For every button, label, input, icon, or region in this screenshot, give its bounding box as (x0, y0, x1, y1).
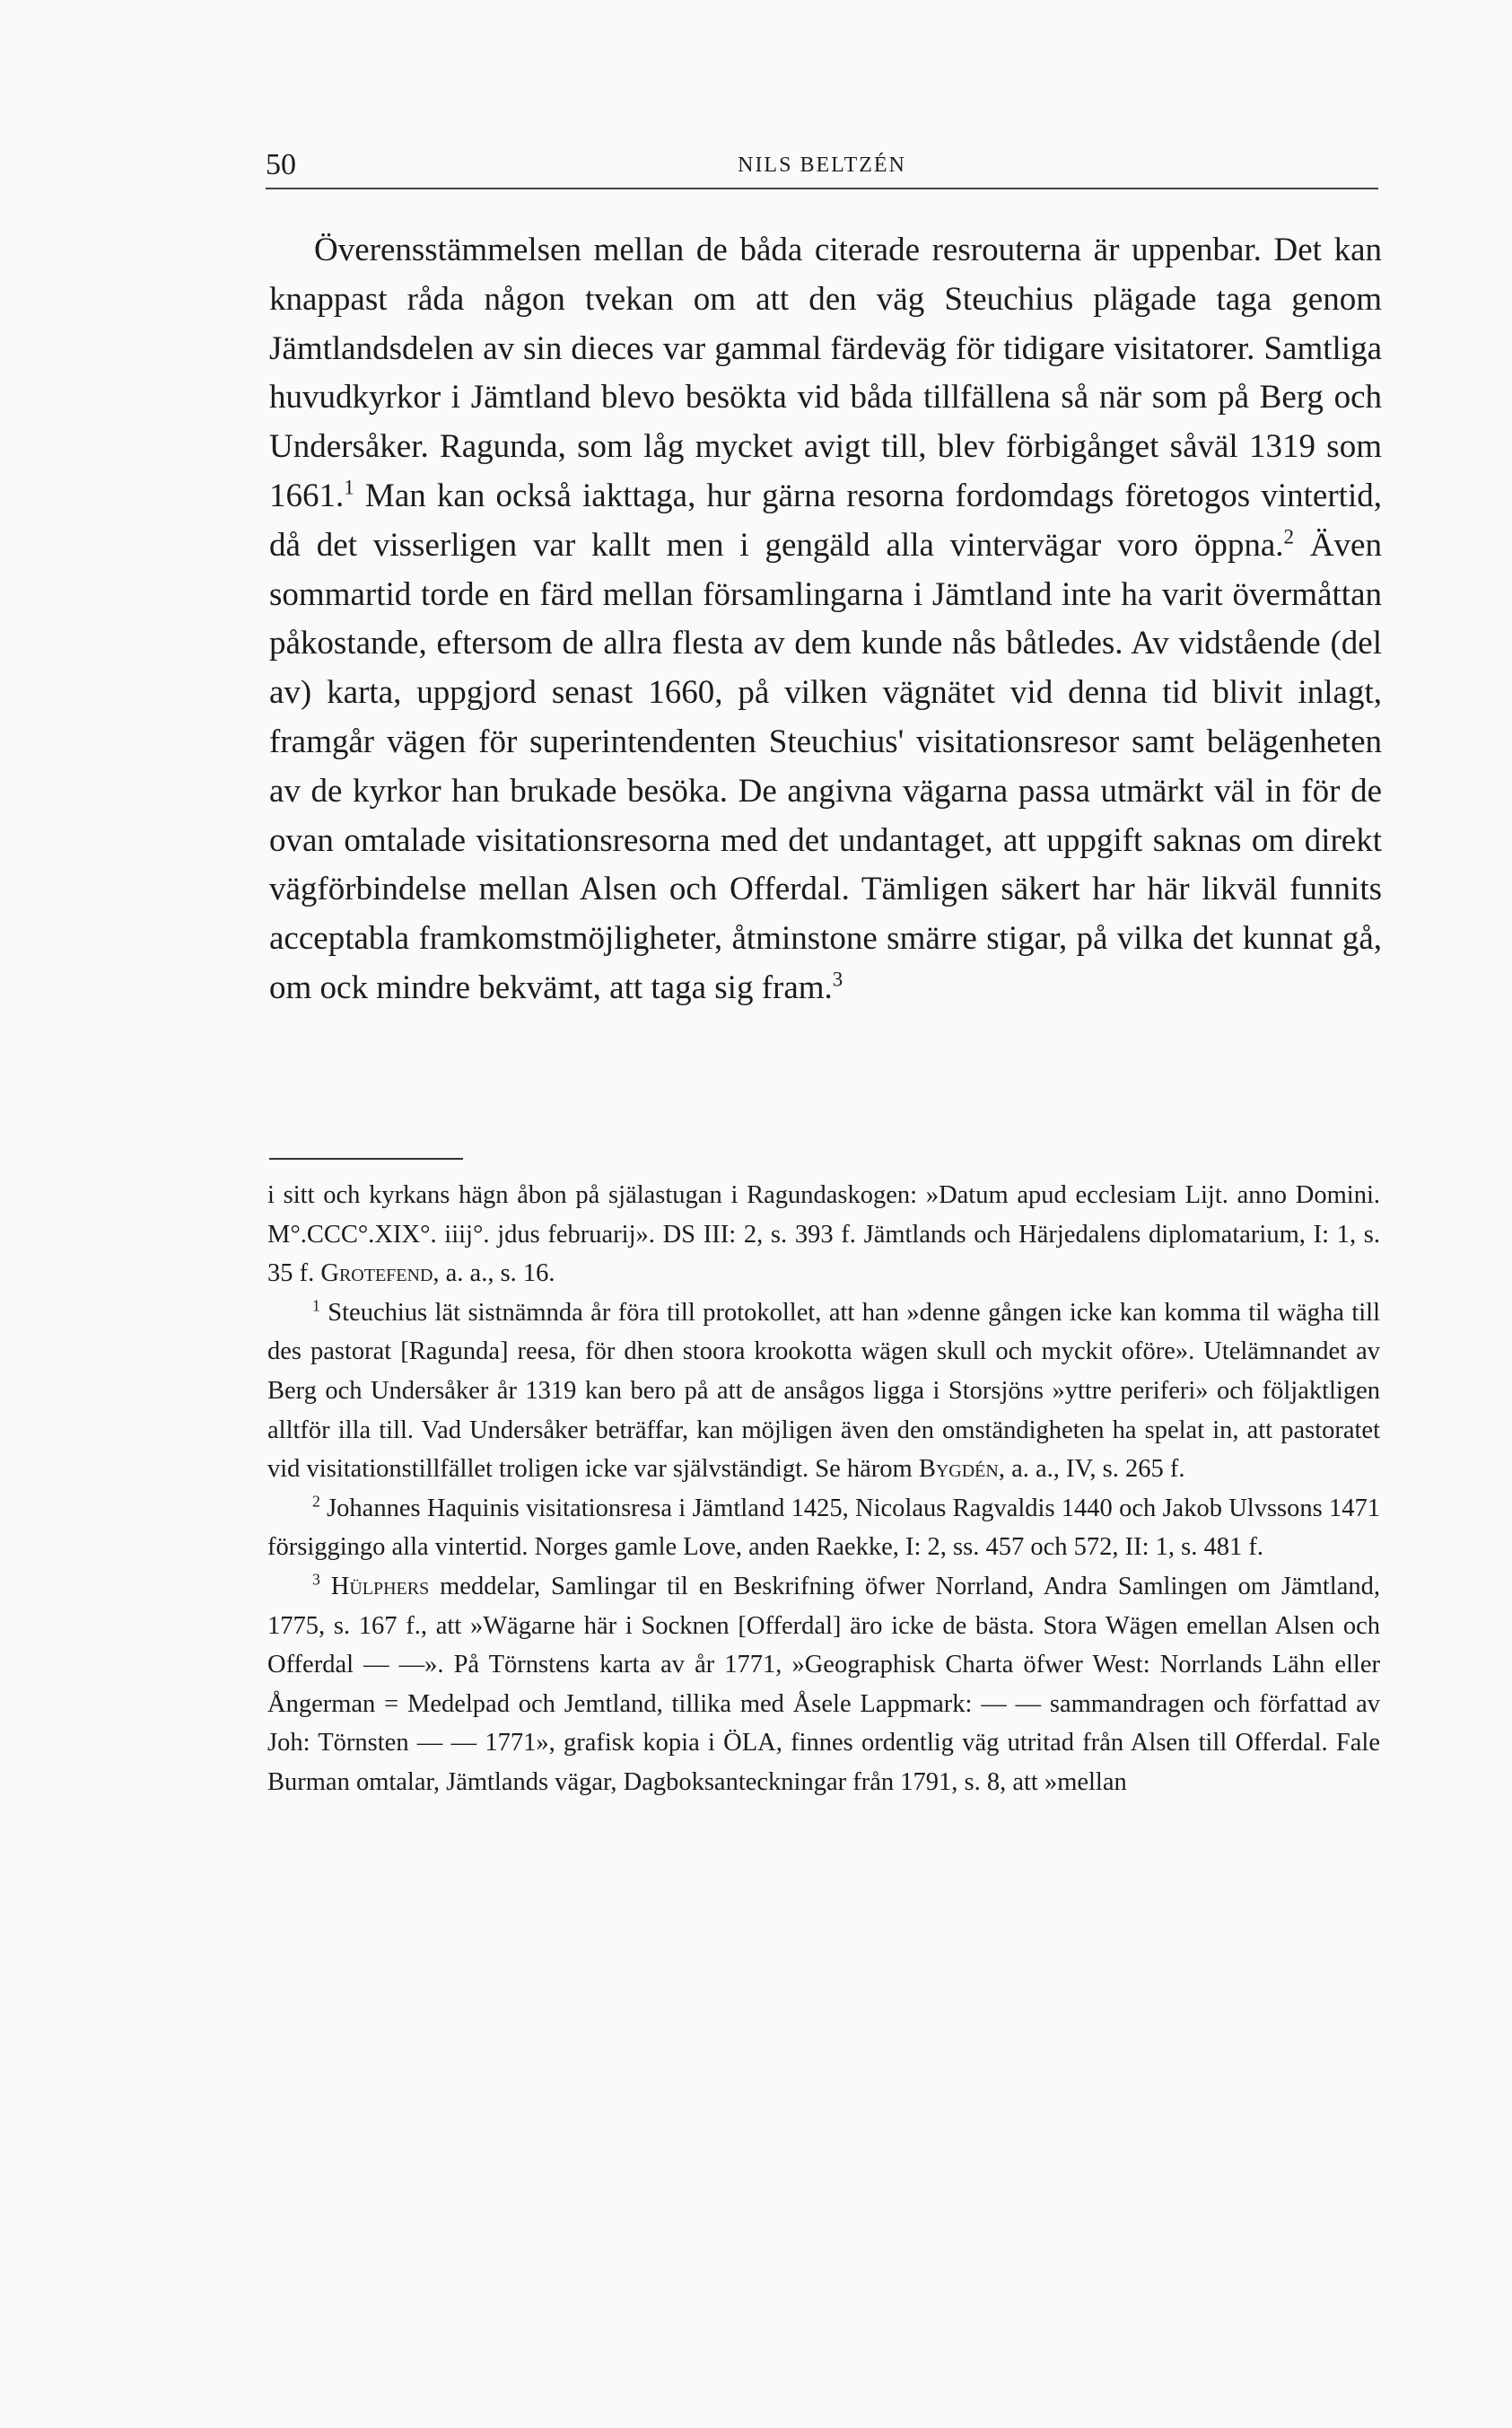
running-head: NILS BELTZÉN (738, 153, 906, 177)
footnote-text: Steuchius lät sistnämnda år föra till protokollet, att han »denne gången icke kan komma til wägha till des pastorat [Ragunda] reesa, för dhen stoora krookotta wägen skull och myckit oföre». Utelämnandet av Berg och Undersåker år 1319 kan bero på att de ansågos ligga i Storsjöns »yttre periferi» och följaktligen alltför illa till. Vad Undersåker beträffar, kan möjligen även den omständigheten ha spelat in, att pastoratet vid visitationstillfället troligen icke var självständigt. Se härom (267, 1298, 1380, 1484)
page-number: 50 (266, 148, 296, 181)
page-header (266, 148, 1378, 189)
author-name: Bygdén (918, 1455, 999, 1484)
footnote-text: meddelar, Samlingar til en Beskrifning öfwer Norrland, Andra Samlingen om Jämtland, 1775, s. 167 f., att »Wägarne här i Socknen [Offerdal] äro icke de bästa. Stora Wägen emellan Alsen och Offerdal — —». På Törnstens karta av år 1771, »Geographisk Charta öfwer West: Norrlands Lähn eller Ångerman = Medelpad och Jemtland, tillika med Åsele Lappmark: — — sammandragen och författad av Joh: Törnsten — — 1771», grafisk kopia i ÖLA, finnes ordentlig väg utritad från Alsen till Offerdal. Fale Burman omtalar, Jämtlands vägar, Dagboksanteckningar från 1791, s. 8, att »mellan (267, 1572, 1380, 1796)
footnote-text: Johannes Haquinis visitationsresa i Jämtland 1425, Nicolaus Ragvaldis 1440 och Jakob Ulvssons 1471 försiggingo alla vintertid. Norges gamle Love, anden Raekke, I: 2, ss. 457 och 572, II: 1, s. 481 f. (267, 1494, 1380, 1562)
footnote-mark: 1 (312, 1296, 320, 1315)
footnote-text: , a. a., IV, s. 265 f. (998, 1455, 1185, 1484)
paragraph-text: Man kan också iakttaga, hur gärna resorna fordomdags företogos vintertid, då det visserligen var kallt men i gengäld alla vintervägar voro öppna. (269, 477, 1382, 564)
footnote-continuation (267, 1176, 1380, 1293)
paragraph (269, 226, 1382, 1013)
footnote-ref-3: 3 (832, 968, 843, 991)
footnote-mark: 3 (312, 1570, 320, 1589)
footnote-1 (267, 1293, 1380, 1489)
footnote-ref-1: 1 (344, 476, 354, 499)
footnote-divider (269, 1158, 463, 1160)
author-name: Grotefend (320, 1259, 433, 1288)
footnote-text: i sitt och kyrkans hägn åbon på själastugan i Ragundaskogen: »Datum apud ecclesiam Lijt. anno Domini. M°.CCC°.XIX°. iiij°. jdus februarij». DS III: 2, s. 393 f. Jämtlands och Härjedalens diplomatarium, I: 1, s. 35 f. (267, 1181, 1380, 1288)
main-text (269, 226, 1382, 1013)
footnote-mark: 2 (312, 1492, 320, 1511)
paragraph-text: Även sommartid torde en färd mellan församlingarna i Jämtland inte ha varit övermåttan påkostande, eftersom de allra flesta av dem kunde nås båtledes. Av vidstående (del av) karta, uppgjord senast 1660, på vilken vägnätet vid denna tid blivit inlagt, framgår vägen för superintendenten Steuchius' visitationsresor samt belägenheten av de kyrkor han brukade besöka. De angivna vägarna passa utmärkt väl in för de ovan omtalade visitationsresorna med det undantaget, att uppgift saknas om direkt vägförbindelse mellan Alsen och Offerdal. Tämligen säkert har här likväl funnits acceptabla framkomstmöjligheter, åtminstone smärre stigar, på vilka det kunnat gå, om ock mindre bekvämt, att taga sig fram. (269, 526, 1382, 1006)
paragraph-text: Överensstämmelsen mellan de båda citerade resrouterna är uppenbar. Det kan knappast råda någon tvekan om att den väg Steuchius plägade taga genom Jämtlandsdelen av sin dieces var gammal färdeväg för tidigare visitatorer. Samtliga huvudkyrkor i Jämtland blevo besökta vid båda tillfällena så när som på Berg och Undersåker. Ragunda, som låg mycket avigt till, blev förbigånget såväl 1319 som 1661. (269, 232, 1382, 514)
footnote-ref-2: 2 (1283, 525, 1294, 548)
author-name: Hülphers (330, 1572, 430, 1600)
footnote-text: , a. a., s. 16. (433, 1259, 555, 1288)
footnote-3 (267, 1567, 1380, 1802)
footnotes (267, 1176, 1380, 1802)
footnote-2 (267, 1489, 1380, 1567)
